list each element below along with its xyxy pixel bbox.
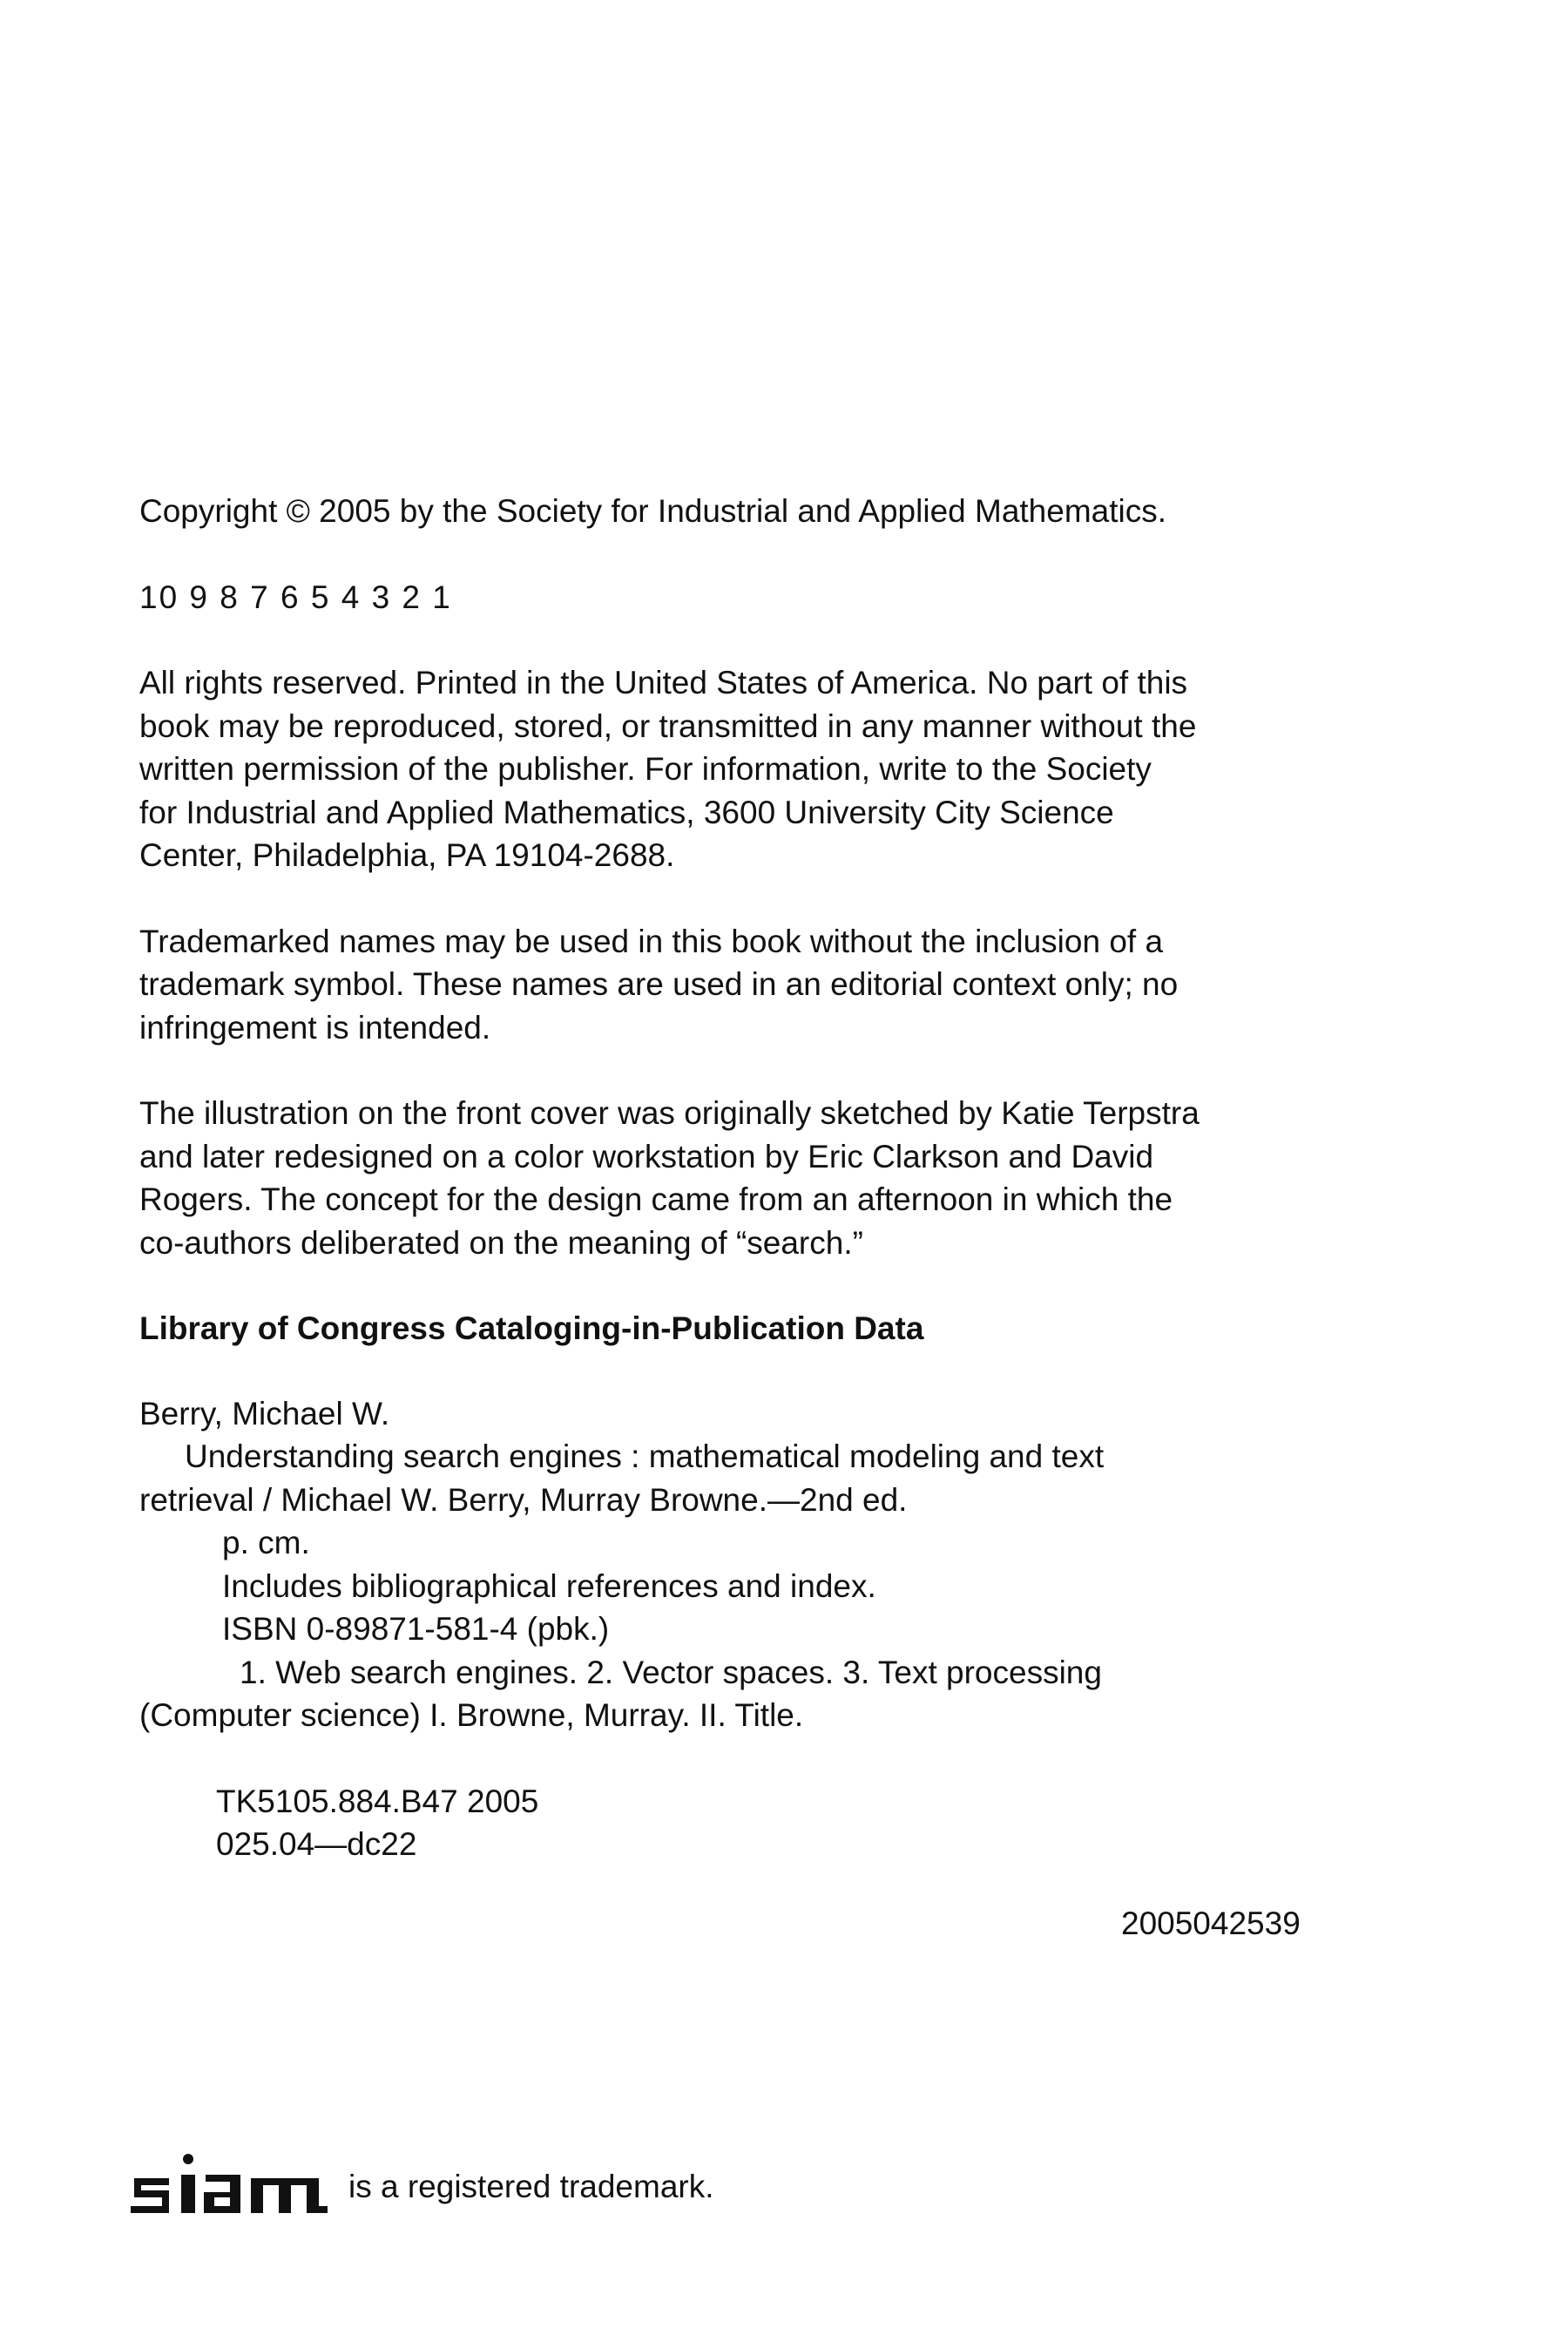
rights-line: Center, Philadelphia, PA 19104-2688. (139, 837, 675, 873)
cip-title-line: Understanding search engines : mathematical modeling and text (185, 1438, 1105, 1474)
rights-line: book may be reproduced, stored, or transmitted in any manner without the (139, 707, 1197, 744)
cip-subjects-line: (Computer science) I. Browne, Murray. II. Title. (139, 1697, 804, 1733)
illustration-line: and later redesigned on a color workstation by Eric Clarkson and David (139, 1138, 1154, 1174)
cip-notes: Includes bibliographical references and index. (222, 1567, 876, 1604)
page-content (139, 490, 1324, 1909)
trademark-line: Trademarked names may be used in this book without the inclusion of a (139, 923, 1164, 959)
cip-isbn: ISBN 0-89871-581-4 (pbk.) (222, 1611, 610, 1647)
cip-subjects-line: 1. Web search engines. 2. Vector spaces. 3. Text processing (240, 1654, 1102, 1690)
trademark-line: infringement is intended. (139, 1009, 491, 1046)
copyright-line: Copyright © 2005 by the Society for Industrial and Applied Mathematics. (139, 493, 1167, 529)
cip-author: Berry, Michael W. (139, 1395, 390, 1432)
illustration-line: Rogers. The concept for the design came from an afternoon in which the (139, 1181, 1173, 1217)
rights-line: All rights reserved. Printed in the United States of America. No part of this (139, 665, 1188, 701)
cip-dewey: 025.04—dc22 (216, 1826, 417, 1862)
illustration-line: The illustration on the front cover was originally sketched by Katie Terpstra (139, 1095, 1200, 1131)
cip-classification (139, 1780, 1324, 1866)
cip-physical: p. cm. (222, 1525, 310, 1560)
cip-lc-class: TK5105.884.B47 2005 (216, 1783, 539, 1819)
trademark-note: is a registered trademark. (348, 2169, 714, 2204)
printing-number-line: 10 9 8 7 6 5 4 3 2 1 (139, 579, 452, 615)
cip-heading: Library of Congress Cataloging-in-Publication Data (139, 1310, 924, 1346)
illustration-paragraph (139, 1092, 1324, 1264)
rights-line: for Industrial and Applied Mathematics, 3600 University City Science (139, 794, 1114, 830)
illustration-line: co-authors deliberated on the meaning of “search.” (139, 1224, 863, 1261)
cip-record (139, 1392, 1324, 1737)
cip-title-line: retrieval / Michael W. Berry, Murray Browne.—2nd ed. (139, 1481, 908, 1518)
cip-lccn: 2005042539 (1121, 1905, 1301, 1941)
rights-line: written permission of the publisher. For information, write to the Society (139, 751, 1152, 787)
trademark-paragraph (139, 920, 1324, 1050)
trademark-line: trademark symbol. These names are used in an editorial context only; no (139, 966, 1179, 1002)
trademark-footer (131, 2140, 793, 2213)
rights-paragraph (139, 661, 1324, 877)
siam-logo (131, 2140, 331, 2213)
